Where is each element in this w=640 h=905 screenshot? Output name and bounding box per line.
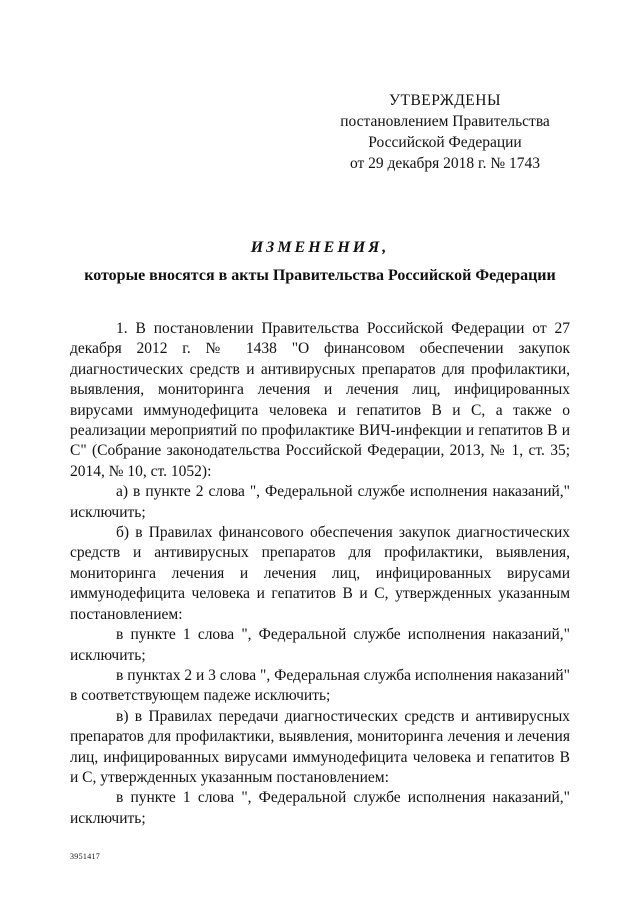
- approval-line-2: Российской Федерации: [368, 134, 522, 151]
- paragraph-c-1: в пункте 1 слова ", Федеральной службе исполнения наказаний," исключить;: [70, 789, 570, 827]
- paragraph-b-2: в пунктах 2 и 3 слова ", Федеральная служба исполнения наказаний" в соответствующем падеже исключить;: [70, 666, 570, 705]
- document-body: [70, 319, 570, 829]
- approval-line-1: постановлением Правительства: [340, 113, 550, 130]
- paragraph-1: 1. В постановлении Правительства Российской Федерации от 27 декабря 2012 г. № 1438 "О финансовом обеспечении закупок диагностических средств и антивирусных препаратов для профилактики, выявления, мониторинга лечения и лечения лиц, инфицированных вирусами иммунодефицита человека и гепатитов В и С, а также о реализации мероприятий по профилактике ВИЧ-инфекции и гепатитов В и С" (Собрание законодательства Российской Федерации, 2013, № 1, ст. 35; 2014, № 10, ст. 1052):: [70, 320, 570, 480]
- approval-line-3: от 29 декабря 2018 г. № 1743: [349, 155, 541, 172]
- document-code: 3951417: [70, 852, 101, 861]
- approval-heading: УТВЕРЖДЕНЫ: [389, 92, 501, 109]
- paragraph-a: а) в пункте 2 слова ", Федеральной службе исполнения наказаний," исключить;: [70, 483, 570, 521]
- paragraph-b: б) в Правилах финансового обеспечения закупок диагностических средств и антивирусных препаратов для профилактики, выявления, мониторинга лечения и лечения лиц, инфицированных вирусами иммунодефицита человека и гепатитов В и С, утвержденных указанным постановлением:: [70, 524, 570, 623]
- document-subtitle: которые вносятся в акты Правительства Российской Федерации: [84, 267, 556, 284]
- document-title: ИЗМЕНЕНИЯ,: [250, 239, 390, 256]
- approval-block: [330, 90, 560, 174]
- paragraph-c: в) в Правилах передачи диагностических средств и антивирусных препаратов для профилактики, выявления, мониторинга лечения и лечения лиц, инфицированных вирусами иммунодефицита человека и гепатитов В и С, утвержденных указанным постановлением:: [70, 707, 570, 786]
- paragraph-b-1: в пункте 1 слова ", Федеральной службе исполнения наказаний," исключить;: [70, 626, 570, 664]
- document-title-block: [70, 237, 570, 287]
